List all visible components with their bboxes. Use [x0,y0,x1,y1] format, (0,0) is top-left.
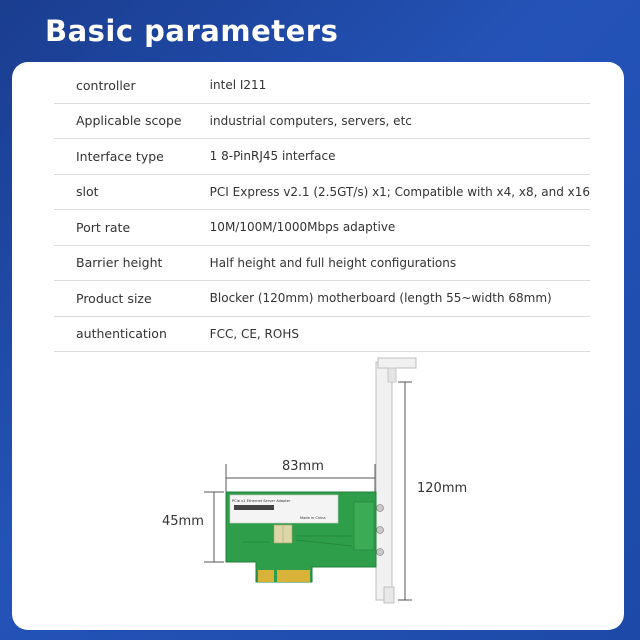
param-key: Applicable scope [54,103,210,139]
page-title: Basic parameters [45,14,339,48]
width-dimension-label: 83mm [282,459,324,474]
param-key: controller [54,68,210,103]
param-value: Blocker (120mm) motherboard (length 55~width 68mm) [210,281,590,317]
product-illustration [12,62,624,630]
param-value: PCI Express v2.1 (2.5GT/s) x1; Compatible with x4, x8, and x16 [210,174,590,210]
height-dimension-line [204,492,224,562]
param-value: FCC, CE, ROHS [210,316,590,352]
param-value: industrial computers, servers, etc [210,103,590,139]
param-key: authentication [54,316,210,352]
bracket-dimension-line [398,382,412,600]
card-label-line2: Made in China [300,516,326,520]
param-key: Barrier height [54,245,210,281]
param-key: Port rate [54,210,210,246]
parameters-panel [12,62,624,630]
param-key: Product size [54,281,210,317]
param-value: 10M/100M/1000Mbps adaptive [210,210,590,246]
metal-bracket [376,358,416,603]
param-value: 1 8-PinRJ45 interface [210,139,590,175]
height-dimension-label: 45mm [162,514,204,529]
param-key: Interface type [54,139,210,175]
param-value: intel I211 [210,68,590,103]
param-value: Half height and full height configurations [210,245,590,281]
bracket-dimension-label: 120mm [417,481,468,496]
network-card-pcb [226,492,384,582]
card-label-line1: PCIe x1 Ethernet Server Adapter [232,499,291,503]
param-key: slot [54,174,210,210]
